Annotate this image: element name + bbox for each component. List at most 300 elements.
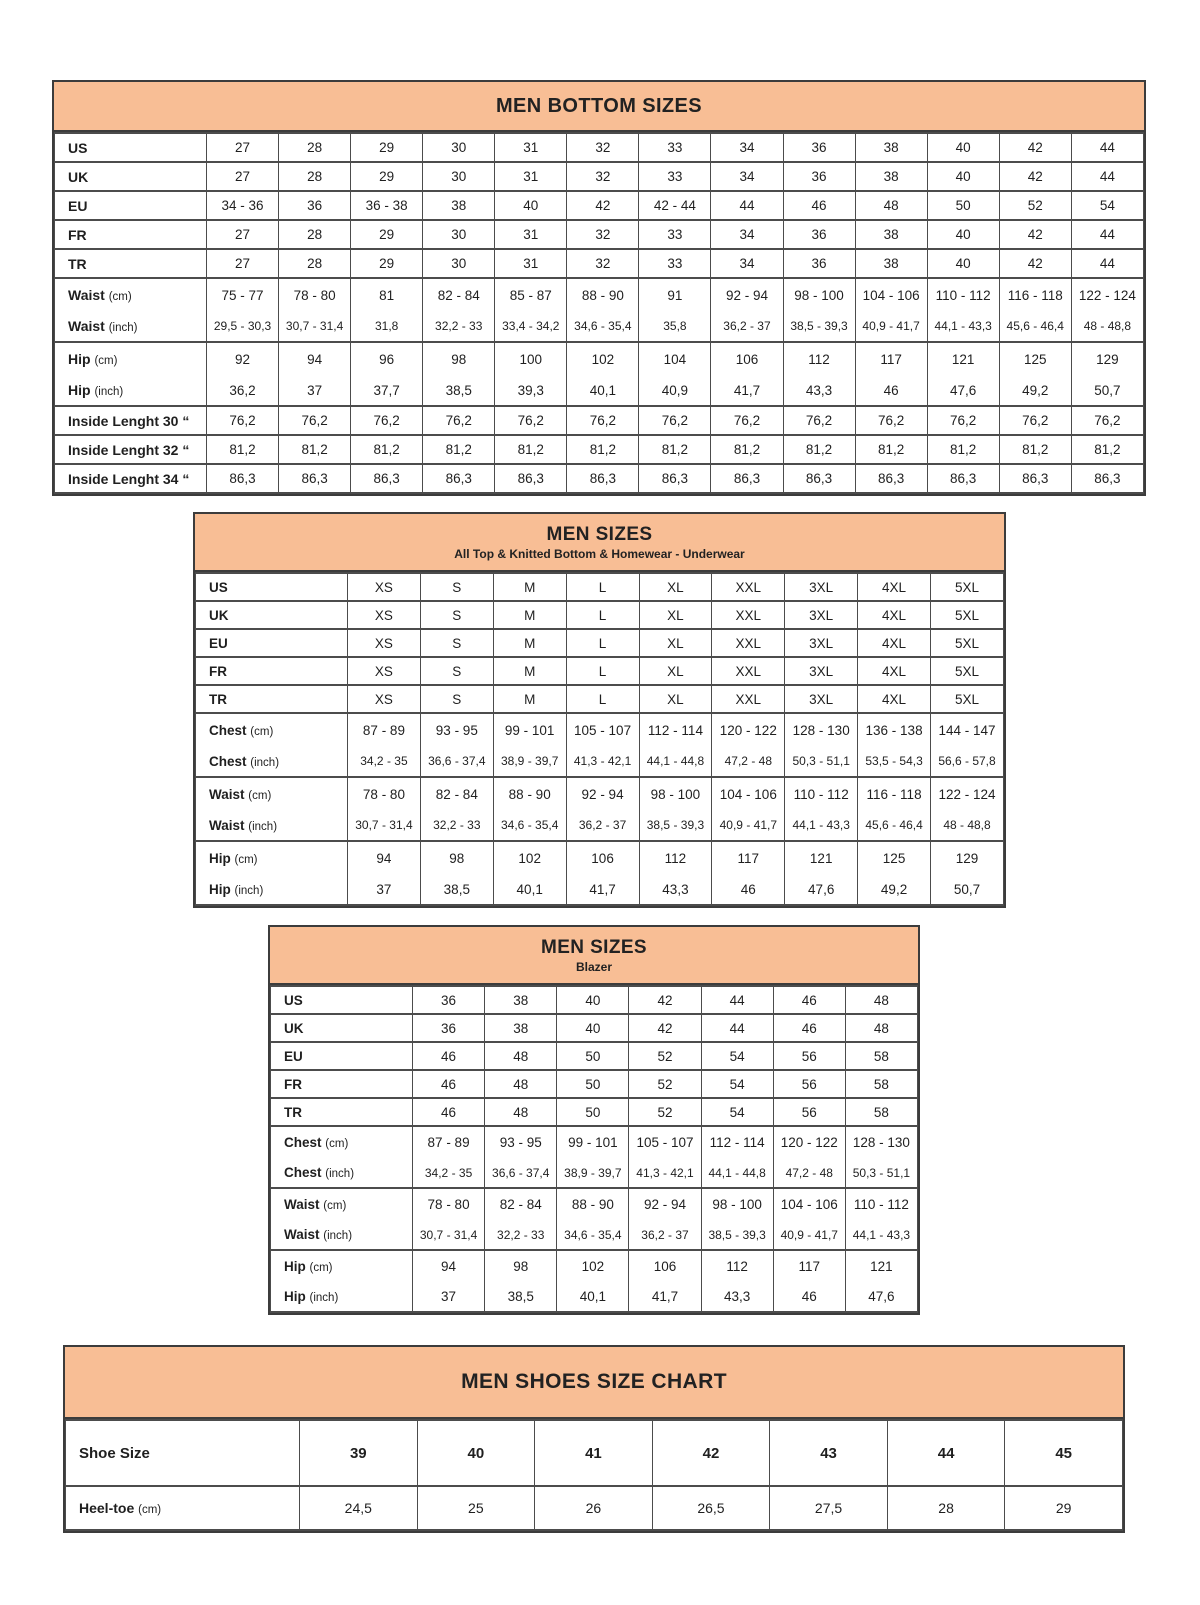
table-cell: 75 - 77 — [207, 278, 279, 311]
table-cell: 36,2 - 37 — [629, 1220, 701, 1250]
table-cell: 29,5 - 30,3 — [207, 311, 279, 342]
table-cell: 48 - 48,8 — [1071, 311, 1143, 342]
table-cell: 40,9 - 41,7 — [712, 810, 785, 841]
row-label: Shoe Size — [66, 1420, 300, 1486]
table-cell: 40,9 — [639, 375, 711, 406]
table-row — [66, 1486, 1123, 1530]
table-cell: 38 — [485, 1014, 557, 1042]
table-cell: 39 — [300, 1420, 418, 1486]
table-cell: 58 — [845, 1098, 917, 1126]
table-cell: 38,5 — [420, 874, 493, 905]
table-cell: 40,9 - 41,7 — [855, 311, 927, 342]
table-cell: 40,1 — [567, 375, 639, 406]
table-cell: 50,3 - 51,1 — [845, 1158, 917, 1188]
row-label: Waist (inch) — [55, 311, 207, 342]
table-cell: 41,3 - 42,1 — [566, 746, 639, 777]
table-cell: 40 — [927, 162, 999, 191]
table-cell: 129 — [931, 841, 1004, 874]
table-cell: XL — [639, 601, 712, 629]
table-cell: 102 — [493, 841, 566, 874]
men-bottom-sizes-header-band — [54, 82, 1144, 132]
table-row — [55, 278, 1144, 311]
table-cell: 40 — [557, 1014, 629, 1042]
table-cell: 42 — [629, 986, 701, 1014]
table-cell: 42 — [999, 249, 1071, 278]
table-cell: 48 — [485, 1070, 557, 1098]
table-cell: 28 — [279, 162, 351, 191]
row-label-unit: (cm) — [234, 853, 258, 866]
row-label-unit: (cm) — [248, 789, 272, 802]
table-cell: 29 — [351, 133, 423, 162]
table-cell: 37 — [413, 1282, 485, 1312]
table-cell: 36 — [783, 249, 855, 278]
table-cell: 40 — [927, 249, 999, 278]
table-cell: 5XL — [931, 657, 1004, 685]
table-cell: 38,9 - 39,7 — [557, 1158, 629, 1188]
table-cell: 91 — [639, 278, 711, 311]
men-shoes-grid — [65, 1419, 1123, 1531]
table-row — [196, 657, 1004, 685]
table-cell: XS — [348, 657, 421, 685]
table-cell: 50 — [557, 1042, 629, 1070]
table-cell: 41,3 - 42,1 — [629, 1158, 701, 1188]
row-label: UK — [196, 601, 348, 629]
table-cell: XS — [348, 685, 421, 713]
table-cell: 76,2 — [567, 406, 639, 435]
table-cell: 32 — [567, 220, 639, 249]
table-cell: 98 - 100 — [783, 278, 855, 311]
table-cell: 44,1 - 43,3 — [845, 1220, 917, 1250]
table-cell: 46 — [712, 874, 785, 905]
table-subtitle: All Top & Knitted Bottom & Homewear - Underwear — [454, 546, 745, 561]
table-cell: 52 — [629, 1070, 701, 1098]
table-cell: 38,5 - 39,3 — [783, 311, 855, 342]
table-cell: 81,2 — [567, 435, 639, 464]
table-cell: 99 - 101 — [557, 1126, 629, 1158]
table-cell: 56 — [773, 1042, 845, 1070]
table-cell: 38 — [855, 162, 927, 191]
table-row — [196, 685, 1004, 713]
table-cell: 98 — [485, 1250, 557, 1282]
table-cell: 81,2 — [279, 435, 351, 464]
table-cell: 48 — [485, 1098, 557, 1126]
row-label-unit: (cm) — [323, 1200, 347, 1212]
row-label: UK — [55, 162, 207, 191]
table-cell: S — [420, 657, 493, 685]
table-cell: 116 - 118 — [999, 278, 1071, 311]
row-label: FR — [196, 657, 348, 685]
table-cell: 46 — [773, 986, 845, 1014]
table-cell: 104 - 106 — [712, 777, 785, 810]
table-cell: 110 - 112 — [785, 777, 858, 810]
table-cell: 106 — [629, 1250, 701, 1282]
table-cell: 58 — [845, 1070, 917, 1098]
table-cell: 76,2 — [495, 406, 567, 435]
table-cell: 86,3 — [999, 464, 1071, 493]
table-cell: 4XL — [858, 573, 931, 601]
table-cell: 128 - 130 — [785, 713, 858, 746]
table-title: MEN SIZES — [540, 936, 647, 958]
table-cell: 30 — [423, 133, 495, 162]
table-row — [55, 464, 1144, 493]
table-cell: 36 — [413, 1014, 485, 1042]
table-cell: XS — [348, 601, 421, 629]
table-cell: 102 — [557, 1250, 629, 1282]
row-label: Waist (inch) — [271, 1220, 413, 1250]
table-cell: 110 - 112 — [845, 1188, 917, 1220]
row-label: FR — [55, 220, 207, 249]
table-cell: 102 — [567, 342, 639, 375]
table-cell: XL — [639, 657, 712, 685]
table-cell: 34,2 - 35 — [348, 746, 421, 777]
table-cell: M — [493, 685, 566, 713]
table-cell: 30,7 - 31,4 — [279, 311, 351, 342]
table-cell: 5XL — [931, 629, 1004, 657]
table-cell: 38,9 - 39,7 — [493, 746, 566, 777]
table-cell: 98 - 100 — [701, 1188, 773, 1220]
table-cell: 81,2 — [495, 435, 567, 464]
table-cell: 106 — [566, 841, 639, 874]
table-cell: 3XL — [785, 657, 858, 685]
table-cell: 42 — [652, 1420, 770, 1486]
men-sizes-blazer-grid — [270, 985, 918, 1313]
table-cell: 27 — [207, 220, 279, 249]
table-cell: 44,1 - 44,8 — [701, 1158, 773, 1188]
table-cell: 36 — [413, 986, 485, 1014]
table-row — [196, 777, 1004, 810]
table-cell: 40,9 - 41,7 — [773, 1220, 845, 1250]
table-cell: 48 — [855, 191, 927, 220]
men-bottom-sizes-table — [52, 80, 1146, 496]
table-cell: 47,2 - 48 — [712, 746, 785, 777]
row-label-unit: (inch) — [325, 1168, 355, 1180]
row-label-unit: (inch) — [250, 756, 280, 769]
table-cell: 86,3 — [1071, 464, 1143, 493]
table-cell: 38 — [485, 986, 557, 1014]
row-label: Inside Lenght 32 “ — [55, 435, 207, 464]
table-cell: 47,2 - 48 — [773, 1158, 845, 1188]
table-cell: 81,2 — [423, 435, 495, 464]
table-cell: 112 - 114 — [701, 1126, 773, 1158]
table-cell: 33 — [639, 220, 711, 249]
table-cell: 53,5 - 54,3 — [858, 746, 931, 777]
table-cell: 5XL — [931, 685, 1004, 713]
table-cell: 42 — [999, 133, 1071, 162]
table-cell: 50,7 — [1071, 375, 1143, 406]
table-cell: 52 — [999, 191, 1071, 220]
row-label: TR — [55, 249, 207, 278]
table-cell: 112 - 114 — [639, 713, 712, 746]
table-cell: 92 — [207, 342, 279, 375]
table-row — [66, 1420, 1123, 1486]
table-cell: 117 — [773, 1250, 845, 1282]
table-cell: 96 — [351, 342, 423, 375]
table-cell: 81,2 — [207, 435, 279, 464]
table-cell: 48 - 48,8 — [931, 810, 1004, 841]
table-row — [55, 191, 1144, 220]
table-cell: 43,3 — [639, 874, 712, 905]
table-cell: 44 — [701, 1014, 773, 1042]
table-cell: 42 — [999, 162, 1071, 191]
table-cell: 32 — [567, 162, 639, 191]
table-cell: 4XL — [858, 685, 931, 713]
table-cell: 36 - 38 — [351, 191, 423, 220]
row-label-unit: (cm) — [138, 1504, 162, 1516]
table-cell: 76,2 — [1071, 406, 1143, 435]
table-cell: 27 — [207, 162, 279, 191]
table-row — [196, 810, 1004, 841]
table-cell: 5XL — [931, 601, 1004, 629]
table-cell: 39,3 — [495, 375, 567, 406]
table-cell: 3XL — [785, 629, 858, 657]
row-label-unit: (inch) — [323, 1230, 353, 1242]
table-cell: 93 - 95 — [420, 713, 493, 746]
row-label-unit: (cm) — [94, 355, 118, 367]
table-cell: 54 — [701, 1098, 773, 1126]
table-cell: 78 - 80 — [279, 278, 351, 311]
row-label: Hip (inch) — [55, 375, 207, 406]
table-cell: 37 — [279, 375, 351, 406]
table-cell: 44,1 - 43,3 — [785, 810, 858, 841]
table-cell: L — [566, 685, 639, 713]
table-cell: 29 — [1005, 1486, 1123, 1530]
table-cell: 34,6 - 35,4 — [557, 1220, 629, 1250]
table-cell: 47,6 — [927, 375, 999, 406]
table-cell: 125 — [858, 841, 931, 874]
table-cell: 5XL — [931, 573, 1004, 601]
table-cell: 52 — [629, 1042, 701, 1070]
table-cell: 36 — [783, 162, 855, 191]
table-cell: 29 — [351, 249, 423, 278]
table-cell: 50 — [927, 191, 999, 220]
table-cell: S — [420, 685, 493, 713]
table-cell: 76,2 — [783, 406, 855, 435]
table-cell: 88 - 90 — [567, 278, 639, 311]
table-cell: XXL — [712, 685, 785, 713]
table-cell: 44 — [711, 191, 783, 220]
table-cell: 122 - 124 — [1071, 278, 1143, 311]
table-cell: 76,2 — [207, 406, 279, 435]
table-cell: 31 — [495, 133, 567, 162]
table-cell: 40 — [927, 133, 999, 162]
table-cell: 82 - 84 — [423, 278, 495, 311]
table-cell: 86,3 — [279, 464, 351, 493]
table-cell: 128 - 130 — [845, 1126, 917, 1158]
table-cell: 47,6 — [785, 874, 858, 905]
table-cell: 56 — [773, 1098, 845, 1126]
table-cell: 27 — [207, 249, 279, 278]
table-cell: 44,1 - 44,8 — [639, 746, 712, 777]
table-cell: 30 — [423, 162, 495, 191]
table-cell: 76,2 — [279, 406, 351, 435]
table-cell: 94 — [279, 342, 351, 375]
table-cell: 26 — [535, 1486, 653, 1530]
table-cell: 87 - 89 — [348, 713, 421, 746]
table-cell: 88 - 90 — [557, 1188, 629, 1220]
table-cell: 104 - 106 — [773, 1188, 845, 1220]
table-cell: 34 — [711, 220, 783, 249]
table-cell: XS — [348, 573, 421, 601]
table-row — [196, 601, 1004, 629]
table-cell: 34,2 - 35 — [413, 1158, 485, 1188]
table-cell: 38 — [855, 133, 927, 162]
table-cell: 105 - 107 — [566, 713, 639, 746]
table-row — [271, 1070, 918, 1098]
table-cell: 28 — [887, 1486, 1005, 1530]
row-label-unit: (inch) — [108, 322, 138, 334]
table-cell: 31 — [495, 162, 567, 191]
table-cell: 46 — [773, 1014, 845, 1042]
table-cell: 46 — [773, 1282, 845, 1312]
row-label: Chest (cm) — [196, 713, 348, 746]
table-cell: 43,3 — [701, 1282, 773, 1312]
table-cell: 27,5 — [770, 1486, 888, 1530]
table-cell: 37 — [348, 874, 421, 905]
table-cell: XXL — [712, 573, 785, 601]
table-cell: XL — [639, 573, 712, 601]
men-shoes-header-band — [65, 1347, 1123, 1419]
table-cell: 41,7 — [711, 375, 783, 406]
table-cell: 36,6 - 37,4 — [485, 1158, 557, 1188]
table-cell: 120 - 122 — [773, 1126, 845, 1158]
row-label-unit: (cm) — [325, 1138, 349, 1150]
table-cell: 125 — [999, 342, 1071, 375]
table-cell: 36 — [783, 220, 855, 249]
table-cell: 41 — [535, 1420, 653, 1486]
table-cell: S — [420, 601, 493, 629]
table-cell: 81,2 — [351, 435, 423, 464]
table-cell: 40 — [927, 220, 999, 249]
table-cell: 81,2 — [711, 435, 783, 464]
table-cell: XXL — [712, 629, 785, 657]
table-cell: 116 - 118 — [858, 777, 931, 810]
table-cell: 38,5 — [485, 1282, 557, 1312]
table-cell: 38,5 - 39,3 — [701, 1220, 773, 1250]
row-label: EU — [55, 191, 207, 220]
table-cell: 36 — [279, 191, 351, 220]
row-label: Hip (cm) — [55, 342, 207, 375]
table-cell: 122 - 124 — [931, 777, 1004, 810]
table-cell: 54 — [1071, 191, 1143, 220]
table-cell: 31 — [495, 220, 567, 249]
table-cell: 40 — [417, 1420, 535, 1486]
table-cell: 40 — [557, 986, 629, 1014]
table-row — [55, 220, 1144, 249]
row-label: Heel-toe (cm) — [66, 1486, 300, 1530]
table-cell: 86,3 — [639, 464, 711, 493]
table-row — [55, 342, 1144, 375]
table-cell: 50,3 - 51,1 — [785, 746, 858, 777]
table-row — [271, 1220, 918, 1250]
row-label: Hip (inch) — [196, 874, 348, 905]
table-row — [196, 573, 1004, 601]
men-sizes-blazer-header-band — [270, 927, 918, 985]
table-row — [271, 1282, 918, 1312]
table-cell: 42 - 44 — [639, 191, 711, 220]
table-row — [271, 1014, 918, 1042]
table-cell: 86,3 — [783, 464, 855, 493]
table-cell: 76,2 — [927, 406, 999, 435]
table-cell: 34 — [711, 133, 783, 162]
table-cell: 58 — [845, 1042, 917, 1070]
table-cell: 50,7 — [931, 874, 1004, 905]
table-cell: 86,3 — [567, 464, 639, 493]
table-cell: 42 — [999, 220, 1071, 249]
table-cell: 34 - 36 — [207, 191, 279, 220]
table-cell: 56 — [773, 1070, 845, 1098]
table-cell: 92 - 94 — [566, 777, 639, 810]
table-cell: 129 — [1071, 342, 1143, 375]
table-row — [55, 311, 1144, 342]
table-row — [196, 746, 1004, 777]
men-sizes-tops-grid — [195, 572, 1004, 906]
men-shoes-size-chart-table — [63, 1345, 1125, 1533]
table-cell: 36,2 - 37 — [566, 810, 639, 841]
table-cell: 45,6 - 46,4 — [999, 311, 1071, 342]
table-cell: 33 — [639, 133, 711, 162]
row-label: Hip (inch) — [271, 1282, 413, 1312]
table-cell: 56,6 - 57,8 — [931, 746, 1004, 777]
row-label: US — [196, 573, 348, 601]
table-cell: XXL — [712, 657, 785, 685]
table-cell: 86,3 — [423, 464, 495, 493]
table-cell: 38,5 — [423, 375, 495, 406]
table-cell: 38,5 - 39,3 — [639, 810, 712, 841]
table-cell: 86,3 — [855, 464, 927, 493]
table-cell: 117 — [855, 342, 927, 375]
table-cell: 76,2 — [711, 406, 783, 435]
table-cell: 81,2 — [783, 435, 855, 464]
table-cell: 28 — [279, 220, 351, 249]
table-cell: 30,7 - 31,4 — [413, 1220, 485, 1250]
table-cell: 44 — [1071, 162, 1143, 191]
table-cell: 4XL — [858, 629, 931, 657]
table-cell: 43 — [770, 1420, 888, 1486]
table-row — [271, 1126, 918, 1158]
table-cell: XL — [639, 685, 712, 713]
table-cell: 32,2 - 33 — [423, 311, 495, 342]
table-row — [196, 629, 1004, 657]
table-cell: 31 — [495, 249, 567, 278]
table-cell: 32 — [567, 249, 639, 278]
table-cell: 28 — [279, 249, 351, 278]
men-bottom-sizes-grid — [54, 132, 1144, 494]
table-cell: L — [566, 573, 639, 601]
table-cell: 106 — [711, 342, 783, 375]
table-cell: XL — [639, 629, 712, 657]
men-sizes-tops-header-band — [195, 514, 1004, 572]
table-cell: 34 — [711, 162, 783, 191]
table-cell: 46 — [413, 1042, 485, 1070]
table-cell: 33 — [639, 249, 711, 278]
table-cell: 36,2 — [207, 375, 279, 406]
table-cell: 82 - 84 — [420, 777, 493, 810]
table-cell: 105 - 107 — [629, 1126, 701, 1158]
table-cell: 4XL — [858, 657, 931, 685]
table-cell: 38 — [855, 220, 927, 249]
table-row — [271, 1158, 918, 1188]
table-cell: 48 — [845, 1014, 917, 1042]
table-cell: 38 — [423, 191, 495, 220]
table-cell: 44 — [1071, 133, 1143, 162]
table-cell: L — [566, 601, 639, 629]
table-cell: 3XL — [785, 601, 858, 629]
table-cell: 52 — [629, 1098, 701, 1126]
table-cell: 54 — [701, 1042, 773, 1070]
table-cell: 81,2 — [999, 435, 1071, 464]
table-cell: 49,2 — [999, 375, 1071, 406]
table-cell: M — [493, 601, 566, 629]
